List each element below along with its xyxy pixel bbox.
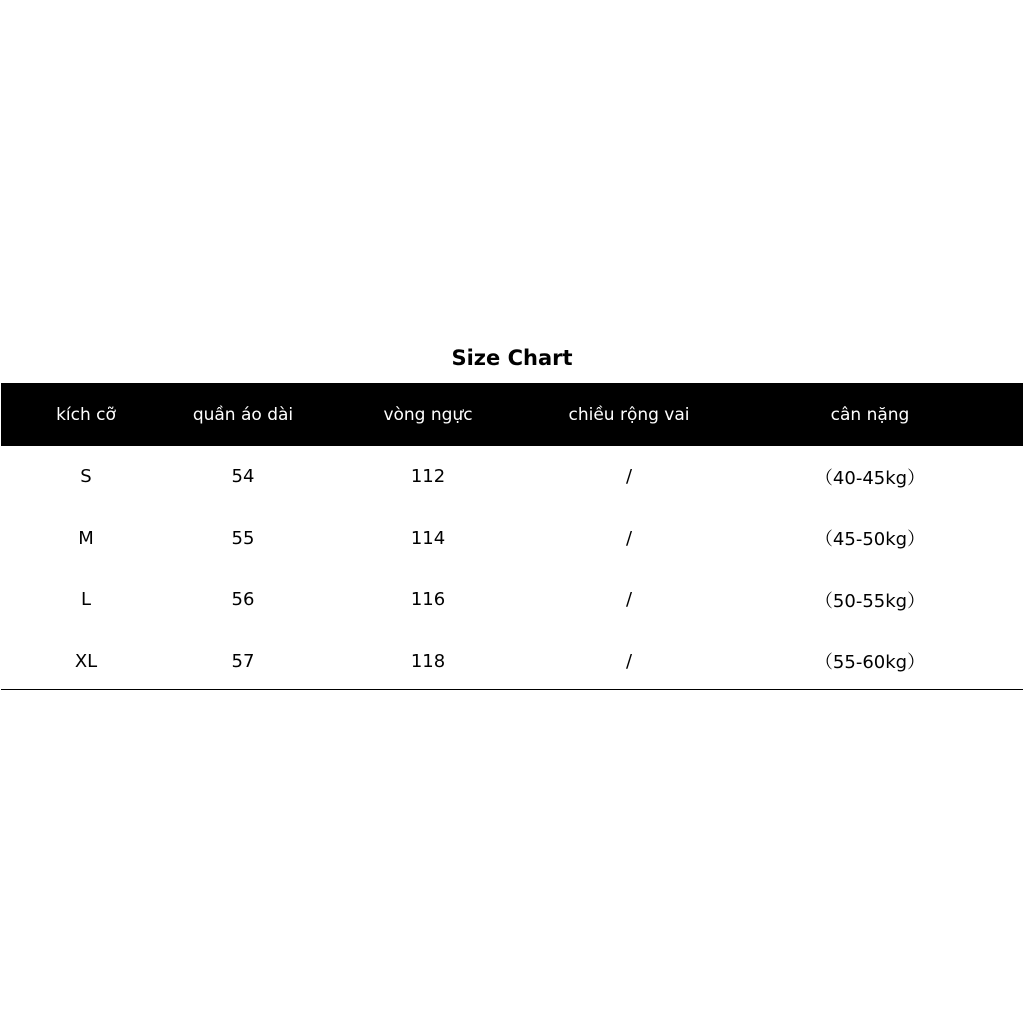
cell-chest: 112	[410, 466, 446, 488]
cell-length: 56	[231, 589, 255, 611]
table-bottom-divider	[1, 689, 1023, 690]
size-table	[1, 383, 1023, 692]
cell-chest: 116	[410, 589, 446, 611]
header-weight: cân nặng	[830, 404, 910, 425]
cell-weight: （55-60kg）	[814, 652, 926, 674]
table-row	[1, 508, 1023, 570]
cell-size: XL	[74, 650, 98, 672]
cell-shoulder: /	[625, 589, 633, 611]
table-row	[1, 569, 1023, 631]
chart-title: Size Chart	[451, 346, 573, 370]
table-row	[1, 631, 1023, 693]
cell-chest: 118	[410, 650, 446, 672]
cell-weight: （40-45kg）	[814, 467, 926, 489]
cell-size: L	[80, 589, 92, 611]
cell-shoulder: /	[625, 466, 633, 488]
cell-length: 54	[231, 466, 255, 488]
cell-shoulder: /	[625, 650, 633, 672]
cell-length: 55	[231, 527, 255, 549]
cell-chest: 114	[410, 527, 446, 549]
cell-length: 57	[231, 650, 255, 672]
cell-weight: （50-55kg）	[814, 590, 926, 612]
cell-size: S	[80, 466, 92, 488]
cell-weight: （45-50kg）	[814, 529, 926, 551]
table-row	[1, 446, 1023, 508]
header-length: quần áo dài	[192, 404, 294, 425]
header-shoulder: chiều rộng vai	[568, 404, 690, 425]
table-header-row	[1, 383, 1023, 446]
cell-shoulder: /	[625, 527, 633, 549]
header-chest: vòng ngực	[383, 404, 473, 425]
header-size: kích cỡ	[56, 404, 116, 425]
cell-size: M	[78, 527, 94, 549]
